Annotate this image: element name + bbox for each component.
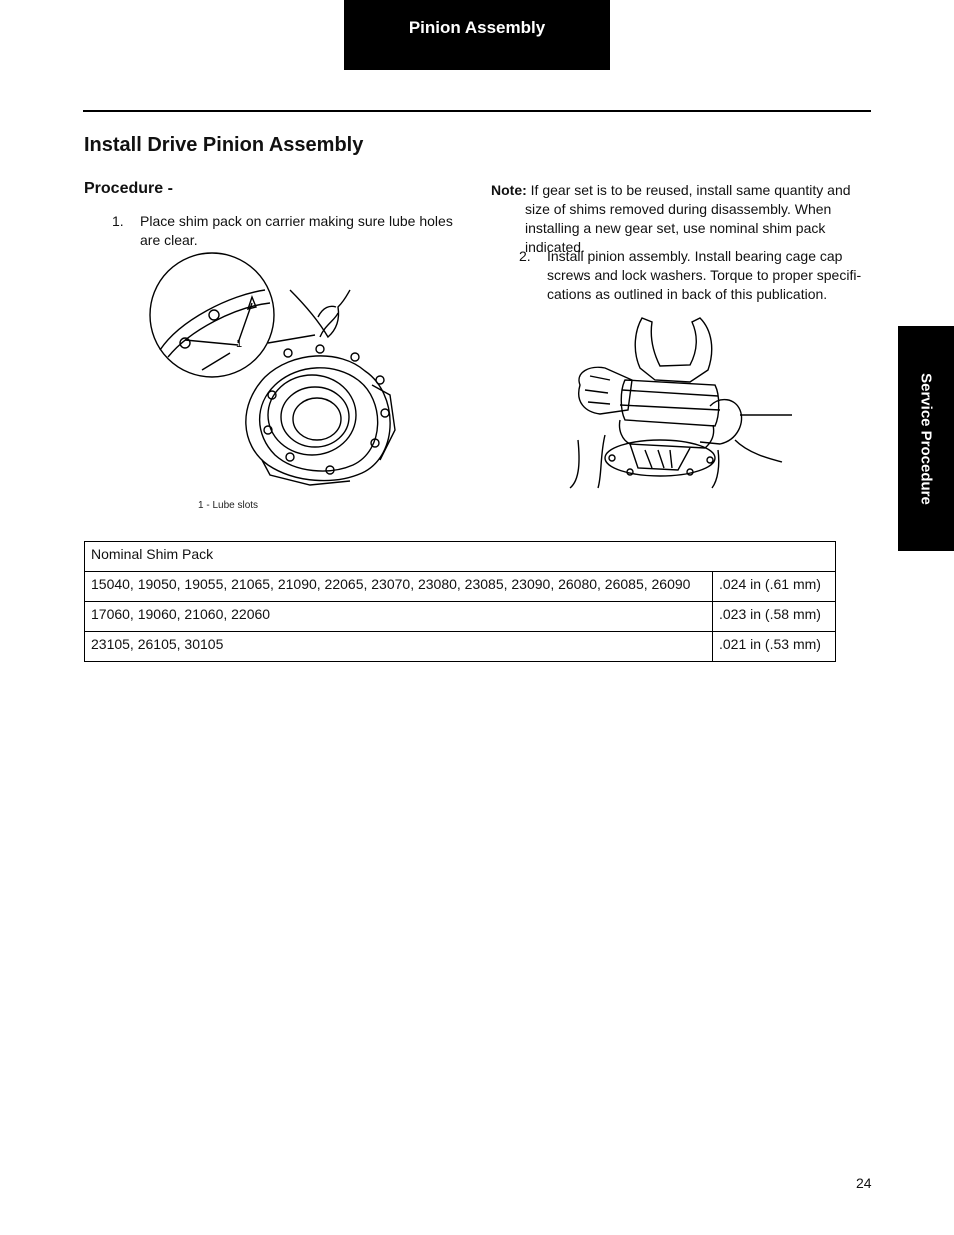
models-cell: 15040, 19050, 19055, 21065, 21090, 22065, 23070, 23080, 23085, 23090, 26080, 26085, 26090 <box>85 572 713 602</box>
step-2 <box>519 247 867 304</box>
table-row <box>85 572 836 602</box>
pinion-install-illustration <box>560 310 800 495</box>
figure-1-caption: 1 - Lube slots <box>198 500 259 510</box>
step-text: Install pinion assembly. Install bearing cage cap screws and lock washers. Torque to proper specifi-cations as outlined in back of this publication. <box>547 248 862 302</box>
step-text: Place shim pack on carrier making sure lube holes are clear. <box>140 213 453 248</box>
table-header-row <box>85 542 836 572</box>
nominal-shim-pack-table <box>84 541 836 662</box>
note-text: If gear set is to be reused, install same quantity and size of shims removed during disassembly. When installing a new gear set, use nominal shim pack indicated. <box>525 182 851 255</box>
models-cell: 17060, 19060, 21060, 22060 <box>85 602 713 632</box>
procedure-heading: Procedure - <box>84 180 173 197</box>
header-rule <box>83 110 871 112</box>
note-label: Note: <box>491 182 527 198</box>
page-number: 24 <box>856 1175 872 1191</box>
callout-1: 1 <box>236 338 243 350</box>
shim-value-cell: .023 in (.58 mm) <box>713 602 836 632</box>
note <box>491 181 869 257</box>
table-row <box>85 632 836 662</box>
section-header-tab: Pinion Assembly <box>344 0 610 70</box>
shim-value-cell: .024 in (.61 mm) <box>713 572 836 602</box>
side-tab-label: Service Procedure <box>917 372 935 505</box>
step-number: 1. <box>112 213 124 229</box>
service-procedure-tab <box>898 326 954 551</box>
shim-pack-illustration <box>140 245 410 505</box>
models-cell: 23105, 26105, 30105 <box>85 632 713 662</box>
shim-value-cell: .021 in (.53 mm) <box>713 632 836 662</box>
table-header: Nominal Shim Pack <box>85 542 836 572</box>
step-number: 2. <box>519 248 531 264</box>
page-title: Install Drive Pinion Assembly <box>84 134 364 156</box>
table-row <box>85 602 836 632</box>
